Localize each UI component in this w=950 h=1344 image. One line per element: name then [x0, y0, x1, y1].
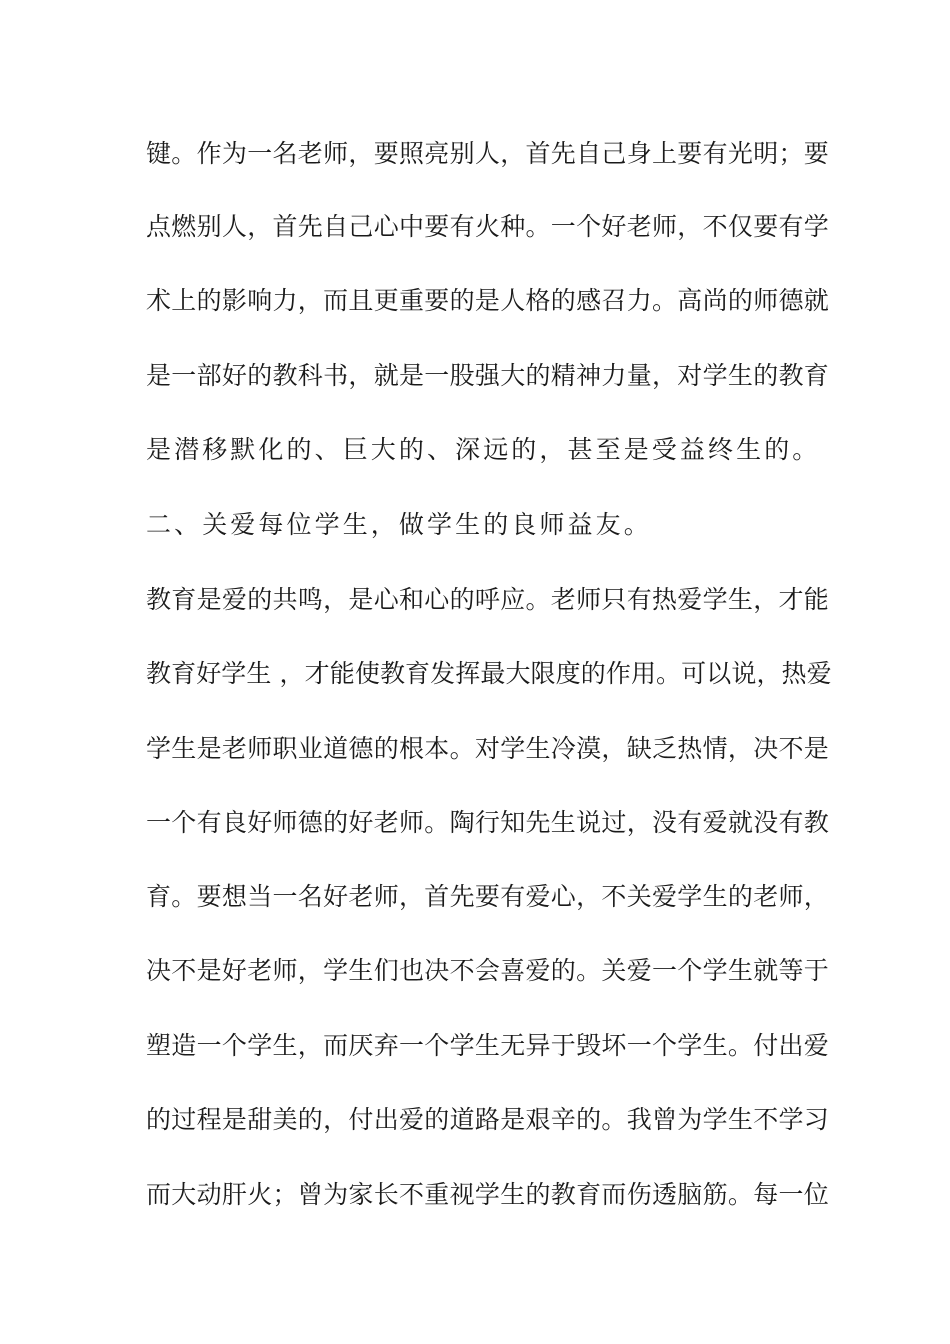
- text-line: 育。要想当一名好老师，首先要有爱心，不关爱学生的老师，: [146, 882, 830, 911]
- text-line: 一个有良好师德的好老师。陶行知先生说过，没有爱就没有教: [146, 808, 830, 837]
- text-line: 是潜移默化的、巨大的、深远的，甚至是受益终生的。: [146, 435, 821, 464]
- text-line: 教育好学生 ，才能使教育发挥最大限度的作用。可以说，热爱: [146, 659, 832, 688]
- text-line: 决不是好老师，学生们也决不会喜爱的。关爱一个学生就等于: [146, 956, 830, 985]
- text-line: 学生是老师职业道德的根本。对学生冷漠，缺乏热情，决不是: [146, 734, 830, 763]
- text-line: 的过程是甜美的，付出爱的道路是艰辛的。我曾为学生不学习: [146, 1105, 830, 1134]
- text-line: 点燃别人，首先自己心中要有火种。一个好老师，不仅要有学: [146, 212, 830, 241]
- text-line: 塑造一个学生，而厌弃一个学生无异于毁坏一个学生。付出爱: [146, 1031, 830, 1060]
- text-line: 键。作为一名老师，要照亮别人，首先自己身上要有光明；要: [146, 139, 830, 168]
- text-line: 教育是爱的共鸣，是心和心的呼应。老师只有热爱学生，才能: [146, 585, 830, 614]
- text-line: 是一部好的教科书，就是一股强大的精神力量，对学生的教育: [146, 361, 830, 390]
- text-line: 术上的影响力，而且更重要的是人格的感召力。高尚的师德就: [146, 286, 830, 315]
- text-line: 而大动肝火；曾为家长不重视学生的教育而伤透脑筋。每一位: [146, 1180, 830, 1209]
- section-heading: 二、关爱每位学生，做学生的良师益友。: [146, 510, 652, 539]
